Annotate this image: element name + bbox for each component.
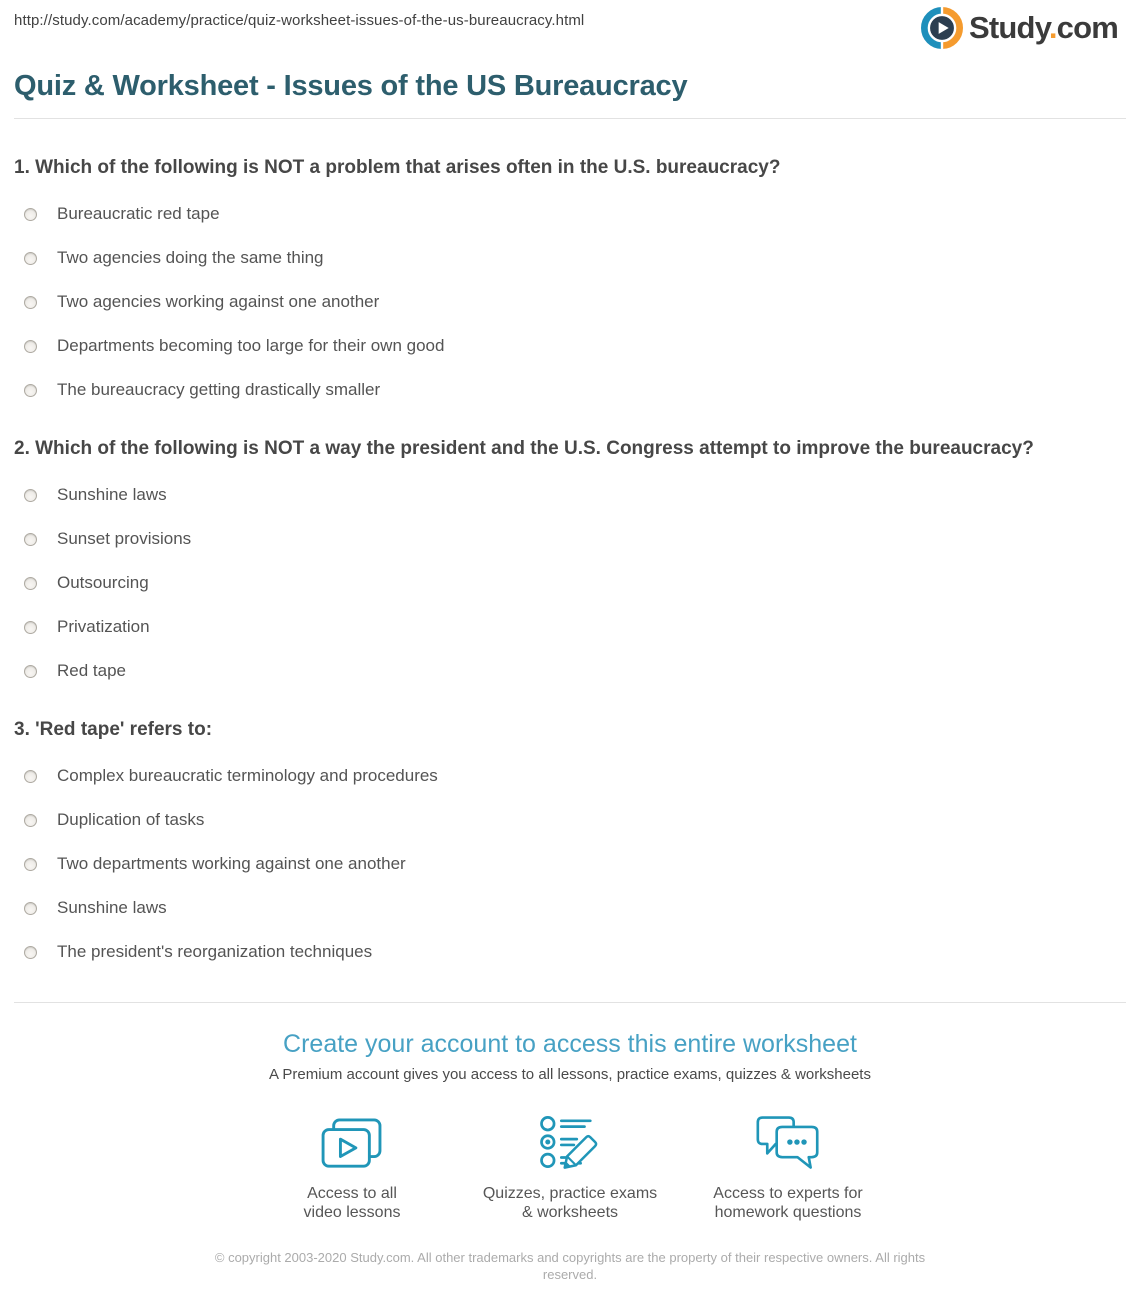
studycom-logo[interactable] bbox=[921, 7, 1118, 49]
feature-label: Quizzes, practice exams & worksheets bbox=[482, 1185, 658, 1221]
question-1-option-4[interactable] bbox=[14, 336, 1126, 356]
option-label[interactable]: Sunshine laws bbox=[57, 898, 167, 917]
radio-button[interactable] bbox=[24, 533, 37, 546]
option-label[interactable]: Sunset provisions bbox=[57, 529, 192, 548]
page-url: http://study.com/academy/practice/quiz-worksheet-issues-of-the-us-bureaucracy.html bbox=[14, 12, 585, 29]
question-2 bbox=[14, 437, 1126, 681]
radio-button[interactable] bbox=[24, 621, 37, 634]
question-3-option-2[interactable] bbox=[14, 810, 1126, 830]
option-label[interactable]: Two departments working against one another bbox=[57, 854, 406, 873]
radio-button[interactable] bbox=[24, 489, 37, 502]
radio-button[interactable] bbox=[24, 665, 37, 678]
question-2-option-3[interactable] bbox=[14, 573, 1126, 593]
question-1-option-2[interactable] bbox=[14, 248, 1126, 268]
feature-label: Access to all video lessons bbox=[303, 1185, 401, 1221]
option-label[interactable]: Outsourcing bbox=[57, 573, 149, 592]
copyright-text: © copyright 2003-2020 Study.com. All other trademarks and copyrights are the property of their respective owners. All rights reserved. bbox=[214, 1250, 926, 1282]
studycom-logo-icon bbox=[921, 7, 963, 49]
radio-button[interactable] bbox=[24, 208, 37, 221]
chat-experts-icon bbox=[679, 1113, 897, 1171]
radio-button[interactable] bbox=[24, 340, 37, 353]
option-label[interactable]: Duplication of tasks bbox=[57, 810, 205, 829]
question-2-option-5[interactable] bbox=[14, 661, 1126, 681]
radio-button[interactable] bbox=[24, 902, 37, 915]
option-label[interactable]: Red tape bbox=[57, 661, 126, 680]
radio-button[interactable] bbox=[24, 384, 37, 397]
question-3-option-4[interactable] bbox=[14, 898, 1126, 918]
page-title: Quiz & Worksheet - Issues of the US Bureaucracy bbox=[14, 70, 688, 102]
radio-button[interactable] bbox=[24, 296, 37, 309]
question-3-option-3[interactable] bbox=[14, 854, 1126, 874]
video-lessons-icon bbox=[243, 1113, 461, 1171]
option-label[interactable]: Two agencies working against one another bbox=[57, 292, 380, 311]
radio-button[interactable] bbox=[24, 814, 37, 827]
question-1 bbox=[14, 156, 1126, 400]
question-3-prompt: 3. 'Red tape' refers to: bbox=[14, 719, 213, 740]
option-label[interactable]: The bureaucracy getting drastically smaller bbox=[57, 380, 381, 399]
question-2-option-4[interactable] bbox=[14, 617, 1126, 637]
radio-button[interactable] bbox=[24, 770, 37, 783]
option-label[interactable]: Privatization bbox=[57, 617, 150, 636]
radio-button[interactable] bbox=[24, 252, 37, 265]
feature-video-lessons bbox=[243, 1113, 461, 1222]
signup-section bbox=[14, 1029, 1126, 1283]
feature-label: Access to experts for homework questions bbox=[713, 1185, 863, 1221]
studycom-logo-text: Study.com bbox=[969, 10, 1118, 45]
option-label[interactable]: Bureaucratic red tape bbox=[57, 204, 220, 223]
feature-quizzes-worksheets bbox=[461, 1113, 679, 1222]
question-3-option-5[interactable] bbox=[14, 942, 1126, 962]
radio-button[interactable] bbox=[24, 858, 37, 871]
feature-list bbox=[14, 1113, 1126, 1222]
title-divider bbox=[14, 118, 1126, 119]
feature-chat-experts bbox=[679, 1113, 897, 1222]
signup-subheading: A Premium account gives you access to all lessons, practice exams, quizzes & worksheets bbox=[269, 1066, 871, 1083]
question-2-prompt: 2. Which of the following is NOT a way the president and the U.S. Congress attempt to improve the bureaucracy? bbox=[14, 438, 1034, 459]
option-label[interactable]: Sunshine laws bbox=[57, 485, 167, 504]
question-1-option-1[interactable] bbox=[14, 204, 1126, 224]
question-1-prompt: 1. Which of the following is NOT a problem that arises often in the U.S. bureaucracy? bbox=[14, 157, 781, 178]
question-3 bbox=[14, 718, 1126, 962]
option-label[interactable]: The president's reorganization techniques bbox=[57, 942, 373, 961]
signup-heading: Create your account to access this entire worksheet bbox=[283, 1030, 857, 1058]
question-3-option-1[interactable] bbox=[14, 766, 1126, 786]
radio-button[interactable] bbox=[24, 577, 37, 590]
option-label[interactable]: Departments becoming too large for their own good bbox=[57, 336, 445, 355]
radio-button[interactable] bbox=[24, 946, 37, 959]
quizzes-worksheets-icon bbox=[461, 1113, 679, 1171]
question-2-option-1[interactable] bbox=[14, 485, 1126, 505]
question-1-option-5[interactable] bbox=[14, 380, 1126, 400]
option-label[interactable]: Complex bureaucratic terminology and procedures bbox=[57, 766, 438, 785]
section-divider bbox=[14, 1002, 1126, 1003]
option-label[interactable]: Two agencies doing the same thing bbox=[57, 248, 324, 267]
question-2-option-2[interactable] bbox=[14, 529, 1126, 549]
question-1-option-3[interactable] bbox=[14, 292, 1126, 312]
